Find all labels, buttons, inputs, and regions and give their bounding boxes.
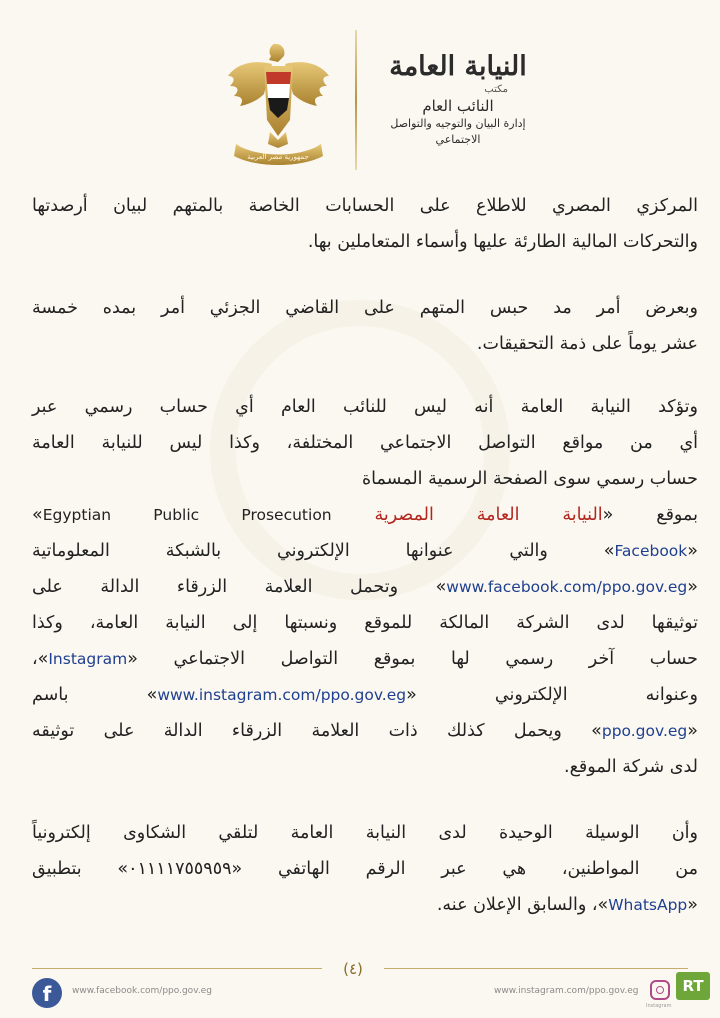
text-line: عشر يوماً على ذمة التحقيقات. [476,334,698,354]
page-name-lead: بموقع [656,505,698,525]
text-line [32,569,698,605]
brand-block [368,50,548,148]
text-line [32,887,698,923]
text-segment: حساب آخر رسمي لها بموقع التواصل الاجتماعي « [127,649,698,669]
text-line: لدى شركة الموقع. [564,757,698,777]
whatsapp-app-name: WhatsApp [608,896,688,914]
text-line [32,533,698,569]
whatsapp-phone-number: ٠١١١١٧٥٥٩٥٩ [128,859,232,879]
text-line: وأن الوسيلة الوحيدة لدى النيابة العامة لتلقي الشكاوى إلكترونياً [32,823,698,843]
quote-close: » [32,505,43,525]
text-line [32,641,698,677]
department-name: إدارة البيان والتوجيه والتواصل الاجتماعي [390,117,526,146]
text-line [32,851,698,887]
page-number: (٤) [343,960,363,978]
office-word: مكتب [484,84,508,95]
footer-facebook-url[interactable]: www.facebook.com/ppo.gov.eg [72,986,212,996]
text-line: المركزي المصري للاطلاع على الحسابات الخاصة بالمتهم لبيان أرصدتها [32,196,698,216]
page-name-arabic: النيابة العامة المصرية [374,505,603,525]
facebook-site-name: Facebook [614,542,688,560]
text-segment: » والتي عنوانها الإلكتروني بالشبكة المعلوماتية [32,541,615,561]
egypt-eagle-emblem-icon [226,40,331,170]
facebook-url-link[interactable]: www.facebook.com/ppo.gov.eg [446,578,688,596]
page-name-english: Egyptian Public Prosecution [42,506,332,524]
text-line [32,497,698,533]
instagram-label: Instagram [646,1003,672,1009]
text-segment: » وتحمل العلامة الزرقاء الدالة على [32,577,447,597]
instagram-icon[interactable] [650,980,670,1000]
statement-body [32,188,698,923]
text-line: حساب رسمي سوى الصفحة الرسمية المسماة [361,469,698,489]
text-line: توثيقها لدى الشركة المالكة للموقع ونسبتها إلى النيابة العامة، وكذا [32,613,698,633]
footer-rule-left [32,968,322,969]
text-line: والتحركات المالية الطارئة عليها وأسماء المتعاملين بها. [307,232,698,252]
instagram-site-name: Instagram [48,650,128,668]
footer-rule-right [384,968,688,969]
quote-open: « [687,577,698,597]
text-segment: »، والسابق الإعلان عنه. [436,895,609,915]
text-line: وبعرض أمر مد حبس المتهم على القاضي الجزئي أمر بمده خمسة [32,298,698,318]
facebook-icon[interactable]: f [32,978,62,1008]
paragraph-4 [32,815,698,923]
text-segment: » باسم [32,685,158,705]
instagram-handle: ppo.gov.eg [601,722,688,740]
paragraph-3 [32,389,698,785]
text-segment: » ويحمل كذلك ذات العلامة الزرقاء الدالة على توثيقه [32,721,602,741]
footer-instagram-url[interactable]: www.instagram.com/ppo.gov.eg [494,986,639,996]
rt-logo: RT [676,972,710,1000]
text-line [32,713,698,749]
text-segment: وعنوانه الإلكتروني « [406,685,698,705]
quote-open: « [687,895,698,915]
quote-open: « [602,505,614,525]
letterhead [0,0,720,180]
instagram-url-link[interactable]: www.instagram.com/ppo.gov.eg [157,686,407,704]
paragraph-2 [32,290,698,362]
paragraph-1 [32,188,698,260]
organization-title: النيابة العامة [389,51,527,82]
text-line [32,677,698,713]
text-line: أي من مواقع التواصل الاجتماعي المختلفة، وكذا ليس للنيابة العامة [32,433,698,453]
organization-subtitle: النائب العام [422,97,494,115]
quote-open: « [687,721,698,741]
quote-open: « [687,541,698,561]
text-line: وتؤكد النيابة العامة أنه ليس للنائب العام أي حساب رسمي عبر [32,397,698,417]
emblem-caption: جمهورية مصر العربية [247,153,309,161]
header-divider [355,30,357,170]
text-segment: من المواطنين، هي عبر الرقم الهاتفي « [231,859,698,879]
quote-close: »، [32,649,49,669]
text-segment: » بتطبيق [32,859,129,879]
